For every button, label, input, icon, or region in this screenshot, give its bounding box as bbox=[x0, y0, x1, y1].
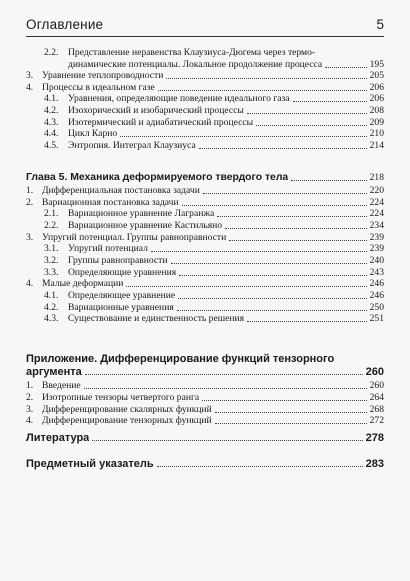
entry-page: 260 bbox=[365, 366, 384, 378]
entry-number: 3. bbox=[26, 70, 34, 82]
entry-title: аргумента bbox=[26, 366, 82, 378]
dot-leader bbox=[178, 298, 367, 299]
dot-leader bbox=[247, 321, 367, 322]
entry-number: 3. bbox=[26, 403, 34, 415]
entry-title: Введение bbox=[42, 380, 81, 391]
entry-number: 2.1. bbox=[44, 208, 59, 220]
toc-entry[interactable] bbox=[26, 128, 384, 140]
entry-page: 260 bbox=[369, 380, 384, 391]
entry-title: Дифференцирование скалярных функций bbox=[42, 403, 212, 415]
toc-entry[interactable] bbox=[26, 392, 384, 404]
entry-title: Определяющее уравнение bbox=[68, 289, 176, 301]
entry-page: 268 bbox=[369, 403, 384, 415]
entry-page: 239 bbox=[369, 231, 384, 243]
dot-leader bbox=[229, 240, 366, 241]
entry-page: 264 bbox=[369, 391, 384, 403]
dot-leader bbox=[92, 440, 362, 441]
appendix-heading-cont[interactable] bbox=[26, 366, 384, 378]
entry-page: 240 bbox=[369, 254, 384, 266]
entry-number: 4.3. bbox=[44, 116, 59, 128]
entry-page: 272 bbox=[369, 415, 384, 427]
entry-title: Уравнения, определяющие поведение идеального газа bbox=[68, 93, 290, 105]
toc-entry[interactable] bbox=[26, 313, 384, 325]
entry-number: 2.2. bbox=[44, 219, 59, 231]
toc-entry[interactable] bbox=[26, 105, 384, 117]
entry-title: Определяющие уравнения bbox=[68, 266, 177, 278]
entry-number: 3. bbox=[26, 231, 34, 243]
header-page-number: 5 bbox=[376, 17, 384, 32]
literature-heading[interactable] bbox=[26, 432, 384, 444]
dot-leader bbox=[225, 228, 367, 229]
entry-title: Упругий потенциал bbox=[68, 243, 148, 255]
toc-entry[interactable] bbox=[26, 232, 384, 244]
dot-leader bbox=[158, 90, 367, 91]
dot-leader bbox=[171, 263, 367, 264]
entry-page: 206 bbox=[369, 81, 384, 93]
entry-title: Процессы в идеальном газе bbox=[42, 81, 155, 93]
entry-number: 2. bbox=[26, 391, 34, 403]
toc-entry[interactable] bbox=[26, 267, 384, 279]
entry-title: Уравнение теплопроводности bbox=[42, 70, 164, 82]
entry-title: Энтропия. Интеграл Клаузиуса bbox=[68, 139, 196, 151]
toc-entry[interactable] bbox=[26, 59, 384, 71]
entry-number: 4.1. bbox=[44, 93, 59, 105]
toc-entry[interactable] bbox=[26, 197, 384, 209]
entry-number: 1. bbox=[26, 380, 34, 391]
toc-entry[interactable] bbox=[26, 220, 384, 232]
dot-leader bbox=[179, 275, 366, 276]
toc-entry[interactable] bbox=[26, 404, 384, 416]
entry-page: 209 bbox=[369, 116, 384, 128]
entry-title: Упругий потенциал. Группы равноправности bbox=[42, 231, 227, 243]
entry-page: 206 bbox=[369, 93, 384, 105]
entry-number: 4.4. bbox=[44, 128, 59, 140]
entry-number: 4.3. bbox=[44, 313, 59, 325]
entry-page: 205 bbox=[369, 70, 384, 82]
toc-entry[interactable] bbox=[26, 208, 384, 220]
entry-number: 2.2. bbox=[44, 47, 59, 58]
entry-page: 234 bbox=[369, 219, 384, 231]
dot-leader bbox=[166, 78, 366, 79]
entry-page: 243 bbox=[369, 266, 384, 278]
dot-leader bbox=[215, 412, 367, 413]
entry-page: 239 bbox=[369, 243, 384, 255]
dot-leader bbox=[182, 205, 367, 206]
toc-entry[interactable] bbox=[26, 82, 384, 94]
entry-number: 3.1. bbox=[44, 243, 59, 255]
entry-number: 4. bbox=[26, 415, 34, 427]
entry-title: Изотропные тензоры четвертого ранга bbox=[42, 391, 200, 403]
entry-page: 214 bbox=[369, 139, 384, 151]
dot-leader bbox=[151, 251, 367, 252]
toc-entry[interactable] bbox=[26, 47, 384, 59]
dot-leader bbox=[85, 374, 363, 375]
toc-entry[interactable] bbox=[26, 70, 384, 82]
entry-title: Дифференциальная постановка задачи bbox=[42, 185, 200, 196]
toc-entry[interactable] bbox=[26, 415, 384, 427]
entry-title: Существование и единственность решения bbox=[68, 313, 245, 325]
entry-title: Вариационное уравнение Лагранжа bbox=[68, 208, 215, 220]
dot-leader bbox=[325, 67, 366, 68]
entry-title: Изотермический и адиабатический процессы bbox=[68, 116, 254, 128]
dot-leader bbox=[247, 113, 367, 114]
toc-entry[interactable] bbox=[26, 140, 384, 152]
toc-entry[interactable] bbox=[26, 290, 384, 302]
toc-entry[interactable] bbox=[26, 278, 384, 290]
appendix-heading[interactable] bbox=[26, 353, 384, 365]
entry-title: Предметный указатель bbox=[26, 458, 154, 470]
running-header bbox=[26, 14, 384, 37]
dot-leader bbox=[199, 148, 367, 149]
toc-entry[interactable] bbox=[26, 117, 384, 129]
entry-title: Малые деформации bbox=[42, 278, 124, 290]
dot-leader bbox=[291, 180, 366, 181]
entry-number: 3.2. bbox=[44, 254, 59, 266]
dot-leader bbox=[84, 388, 367, 389]
dot-leader bbox=[126, 286, 366, 287]
entry-page: 208 bbox=[369, 105, 384, 116]
entry-number: 1. bbox=[26, 185, 34, 196]
entry-number: 2. bbox=[26, 196, 34, 208]
entry-page: 283 bbox=[365, 458, 384, 470]
entry-page: 220 bbox=[369, 185, 384, 196]
entry-title: Вариационная постановка задачи bbox=[42, 196, 179, 208]
dot-leader bbox=[293, 101, 367, 102]
dot-leader bbox=[202, 400, 366, 401]
entry-page: 278 bbox=[365, 432, 384, 444]
entry-number: 3.3. bbox=[44, 266, 59, 278]
chapter-heading[interactable] bbox=[26, 172, 384, 184]
dot-leader bbox=[215, 423, 367, 424]
entry-title: Глава 5. Механика деформируемого твердого тела bbox=[26, 172, 289, 183]
entry-page: 218 bbox=[369, 172, 384, 183]
toc-entry[interactable] bbox=[26, 380, 384, 392]
dot-leader bbox=[120, 136, 366, 137]
entry-title: Дифференцирование тензорных функций bbox=[42, 415, 212, 427]
entry-title: Литература bbox=[26, 432, 90, 444]
entry-number: 4.2. bbox=[44, 301, 59, 313]
entry-page: 251 bbox=[369, 313, 384, 325]
dot-leader bbox=[203, 193, 367, 194]
entry-title: Вариационные уравнения bbox=[68, 301, 174, 313]
entry-page: 224 bbox=[369, 196, 384, 208]
header-title: Оглавление bbox=[26, 17, 104, 32]
entry-title: Изохорический и изобарический процессы bbox=[68, 105, 244, 116]
dot-leader bbox=[217, 216, 366, 217]
toc-entry[interactable] bbox=[26, 302, 384, 314]
toc-entry[interactable] bbox=[26, 93, 384, 105]
entry-title: Представление неравенства Клаузиуса-Дюгема через термо- bbox=[68, 47, 316, 58]
entry-title: Группы равноправности bbox=[68, 254, 168, 266]
entry-number: 4. bbox=[26, 81, 34, 93]
toc-entry[interactable] bbox=[26, 255, 384, 267]
index-heading[interactable] bbox=[26, 458, 384, 470]
dot-leader bbox=[177, 310, 367, 311]
entry-title: Приложение. Дифференцирование функций тензорного bbox=[26, 353, 335, 365]
entry-page: 195 bbox=[369, 58, 384, 70]
entry-number: 4. bbox=[26, 278, 34, 290]
entry-title: динамические потенциалы. Локальное продолжение процесса bbox=[68, 58, 323, 70]
entry-page: 224 bbox=[369, 208, 384, 220]
entry-page: 246 bbox=[369, 289, 384, 301]
dot-leader bbox=[256, 125, 367, 126]
entry-page: 210 bbox=[369, 128, 384, 140]
toc-entry[interactable] bbox=[26, 185, 384, 197]
entry-number: 4.1. bbox=[44, 289, 59, 301]
entry-number: 4.2. bbox=[44, 105, 59, 116]
entry-page: 250 bbox=[369, 301, 384, 313]
entry-number: 4.5. bbox=[44, 139, 59, 151]
entry-title: Цикл Карно bbox=[68, 128, 118, 140]
entry-page: 246 bbox=[369, 278, 384, 290]
toc-entry[interactable] bbox=[26, 243, 384, 255]
entry-title: Вариационное уравнение Кастильяно bbox=[68, 219, 223, 231]
dot-leader bbox=[157, 466, 363, 467]
